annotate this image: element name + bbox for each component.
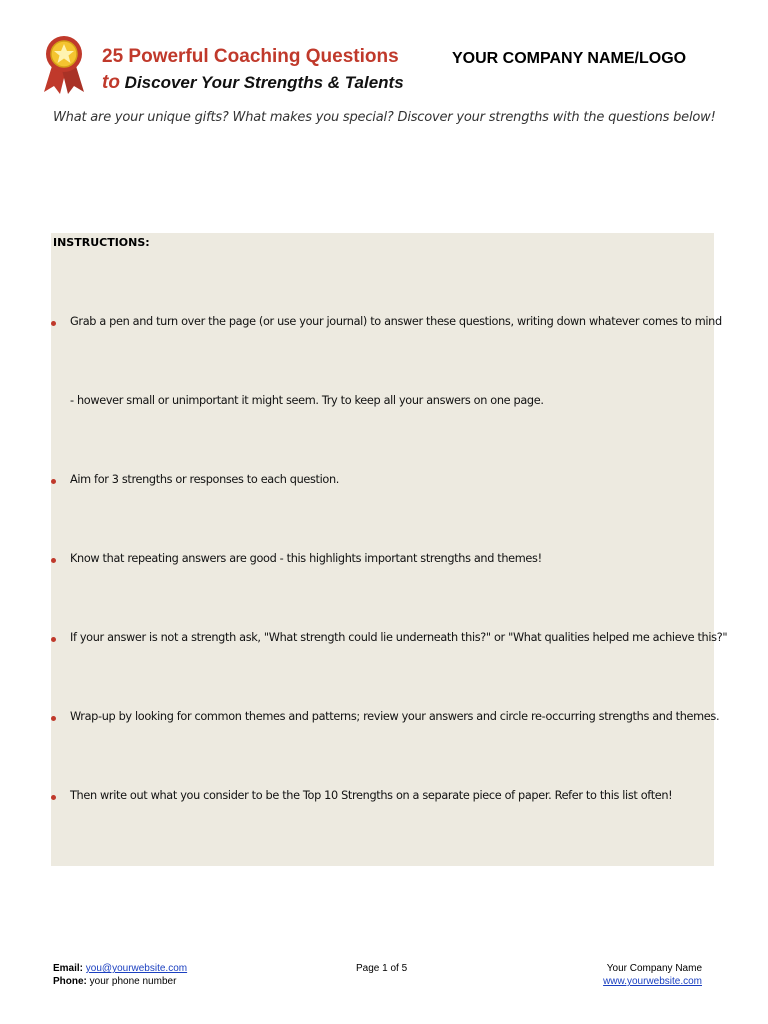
instruction-item: Grab a pen and turn over the page (or use your journal) to answer these questions, writing down whatever comes to mind — [70, 315, 722, 328]
bullet-dot-icon — [51, 637, 56, 642]
footer-contact — [53, 962, 187, 988]
instruction-item: Then write out what you consider to be the Top 10 Strengths on a separate piece of paper. Refer to this list often! — [70, 789, 673, 802]
bullet-dot-icon — [51, 716, 56, 721]
instructions-box — [51, 233, 728, 866]
phone-value: your phone number — [89, 976, 177, 987]
email-label: Email: — [53, 963, 84, 974]
bullet-dot-icon — [51, 795, 56, 800]
instruction-item: Aim for 3 strengths or responses to each question. — [70, 473, 340, 486]
phone-label: Phone: — [53, 976, 87, 987]
instruction-item: - however small or unimportant it might seem. Try to keep all your answers on one page. — [70, 394, 544, 407]
bullet-dot-icon — [51, 321, 56, 326]
instruction-item: If your answer is not a strength ask, "What strength could lie underneath this?" or "What qualities helped me achieve this?" — [70, 631, 728, 644]
email-link[interactable]: you@yourwebsite.com — [85, 963, 188, 974]
award-ribbon-icon — [40, 32, 88, 96]
page-number: Page 1 of 5 — [356, 963, 408, 974]
subtitle-to: to — [102, 72, 120, 93]
subtitle-text: Discover Your Strengths & Talents — [119, 73, 404, 92]
intro-text: What are your unique gifts? What makes you special? Discover your strengths with the questions below! — [53, 110, 716, 125]
document-title: 25 Powerful Coaching Questions — [102, 46, 399, 67]
bullet-dot-icon — [51, 479, 56, 484]
company-logo-placeholder: YOUR COMPANY NAME/LOGO — [452, 50, 687, 67]
document-subtitle — [102, 72, 404, 94]
instructions-heading: INSTRUCTIONS: — [53, 236, 150, 249]
website-link[interactable]: www.yourwebsite.com — [603, 976, 702, 987]
instruction-item: Wrap-up by looking for common themes and patterns; review your answers and circle re-occurring strengths and themes. — [70, 710, 720, 723]
bullet-dot-icon — [51, 558, 56, 563]
footer-company — [560, 962, 702, 988]
company-name: Your Company Name — [606, 963, 702, 974]
instruction-item: Know that repeating answers are good - this highlights important strengths and themes! — [70, 552, 542, 565]
